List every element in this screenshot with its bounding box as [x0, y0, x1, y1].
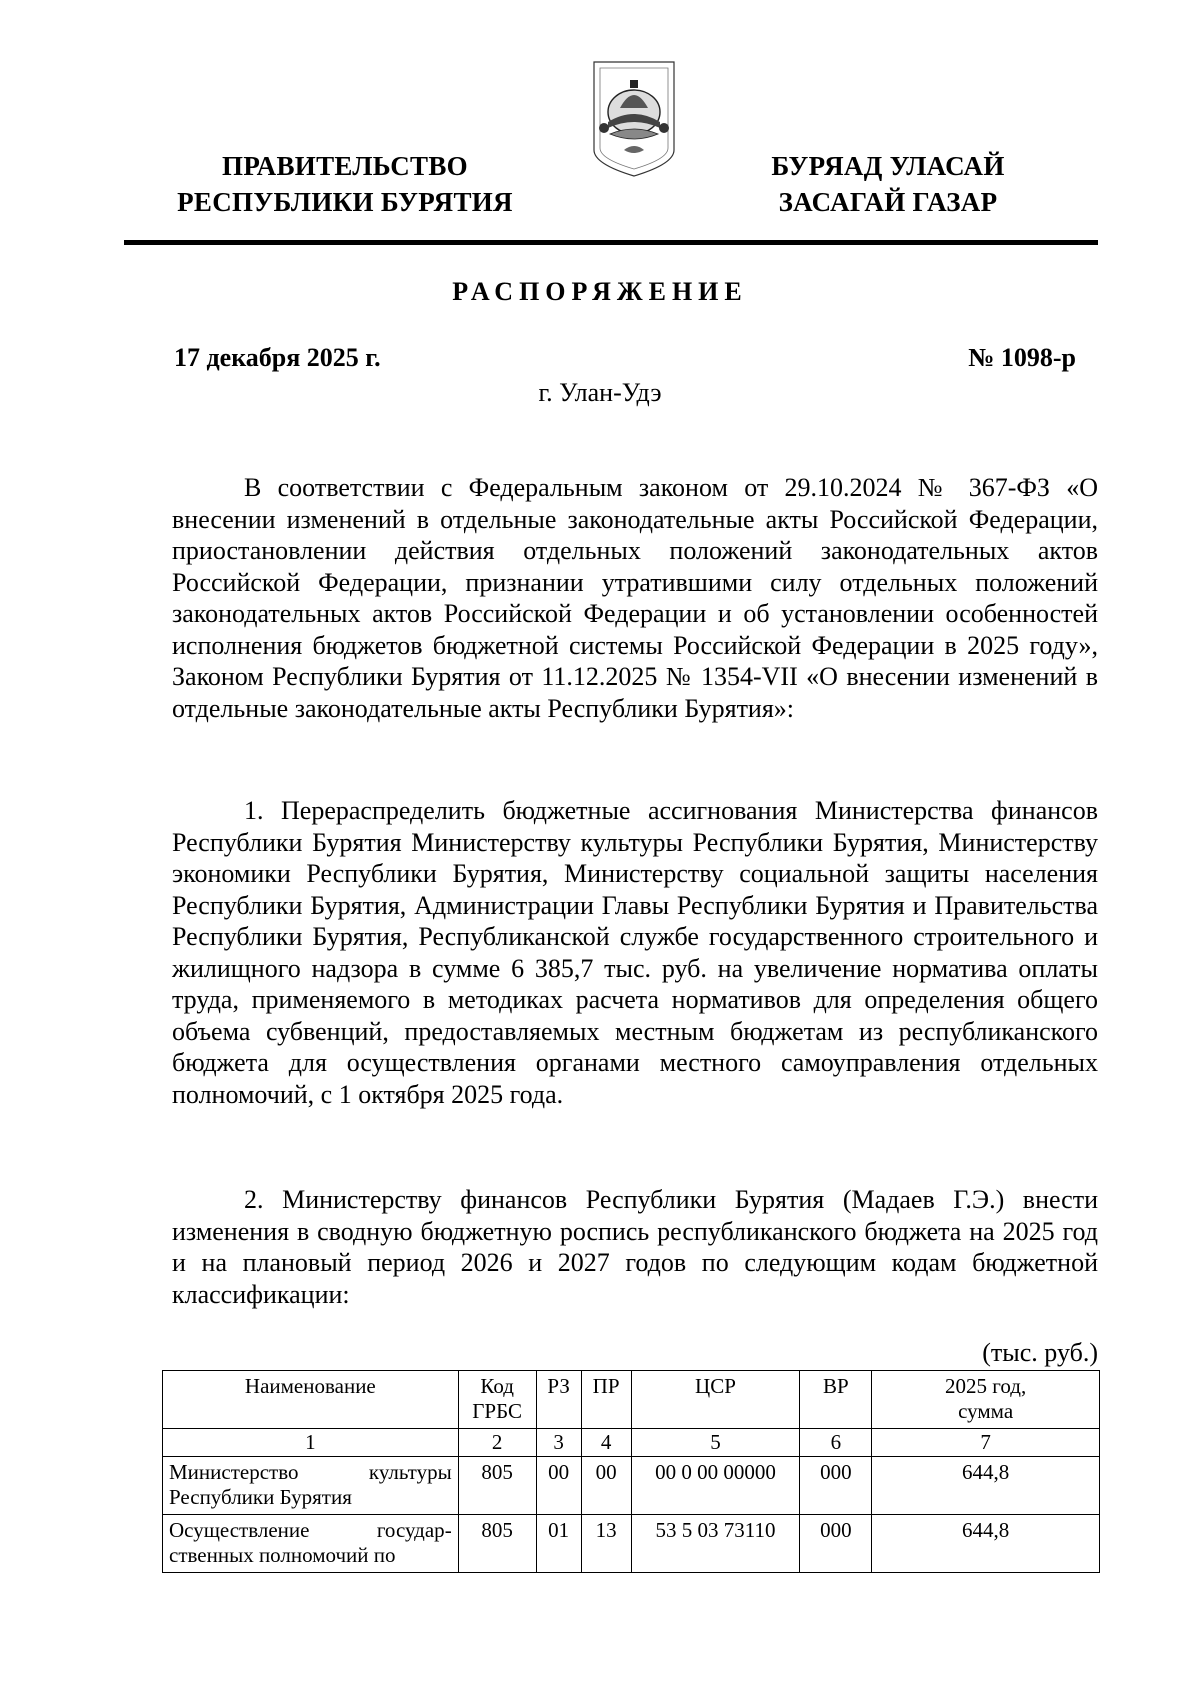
header-divider [124, 240, 1098, 245]
table-row [163, 1457, 1100, 1515]
table-index-row [163, 1429, 1100, 1457]
issuer-line-2: РЕСПУБЛИКИ БУРЯТИЯ [177, 187, 513, 217]
col-header-sum [872, 1371, 1100, 1429]
item-1-paragraph: 1. Перераспределить бюджетные ассигнования Министерства финансов Республики Бурятия Министерству культуры Республики Бурятия, Министерству экономики Республики Бурятия, Министерству социальной защиты населения Республики Бурятия, Администрации Главы Республики Бурятия и Правительства Республики Бурятия, Республиканской службе государственного строительного и жилищного надзора в сумме 6 385,7 тыс. руб. на увеличение норматива оплаты труда, применяемого в методиках расчета нормативов для определения общего объема субвенций, предоставляемых местным бюджетам из республиканского бюджета для осуществления органами местного самоуправления отдельных полномочий, с 1 октября 2025 года. [172, 796, 1098, 1109]
index-cell: 2 [458, 1429, 536, 1457]
table-header-row [163, 1371, 1100, 1429]
issuer-line-1-buryat: БУРЯАД УЛАСАЙ [771, 151, 1005, 181]
col-header-vr: ВР [800, 1371, 872, 1429]
col-header-grbs [458, 1371, 536, 1429]
index-cell: 1 [163, 1429, 459, 1457]
coat-of-arms-icon [590, 58, 678, 178]
issuer-line-2-buryat: ЗАСАГАЙ ГАЗАР [778, 187, 998, 217]
row-grbs-cell: 805 [458, 1457, 536, 1515]
col-header-name: Наименование [163, 1371, 459, 1429]
row-sum-cell: 644,8 [872, 1515, 1100, 1573]
row-pr-cell: 00 [581, 1457, 631, 1515]
col-header-grbs-line1: Код [480, 1374, 514, 1398]
row-rz-cell: 00 [536, 1457, 581, 1515]
col-header-sum-line2: сумма [958, 1399, 1014, 1423]
index-cell: 4 [581, 1429, 631, 1457]
preamble-paragraph: В соответствии с Федеральным законом от 29.10.2024 № 367-ФЗ «О внесении изменений в отдельные законодательные акты Российской Федерации, приостановлении действия отдельных положений законодательных актов Российской Федерации, признании утратившими силу отдельных положений законодательных актов Российской Федерации и об установлении особенностей исполнения бюджетов бюджетной системы Российской Федерации в 2025 году», Законом Республики Бурятия от 11.12.2025 № 1354-VII «О внесении изменений в отдельные законодательные акты Республики Бурятия»: [172, 473, 1098, 723]
row-csr-cell: 00 0 00 00000 [631, 1457, 800, 1515]
row-rz-cell: 01 [536, 1515, 581, 1573]
index-cell: 3 [536, 1429, 581, 1457]
item-2-paragraph: 2. Министерству финансов Республики Бурятия (Мадаев Г.Э.) внести изменения в сводную бюджетную роспись республиканского бюджета на 2025 год и на плановый период 2026 и 2027 годов по следующим кодам бюджетной классификации: [172, 1185, 1098, 1309]
row-name-cell: Осуществление государственных полномочий по [163, 1515, 459, 1573]
row-vr-cell: 000 [800, 1457, 872, 1515]
row-pr-cell: 13 [581, 1515, 631, 1573]
col-header-csr: ЦСР [631, 1371, 800, 1429]
document-date: 17 декабря 2025 г. [174, 343, 381, 372]
col-header-pr: ПР [581, 1371, 631, 1429]
budget-table [162, 1370, 1100, 1573]
col-header-rz: РЗ [536, 1371, 581, 1429]
col-header-sum-line1: 2025 год, [945, 1374, 1027, 1398]
issuer-name-russian [160, 148, 530, 220]
index-cell: 5 [631, 1429, 800, 1457]
table-units: (тыс. руб.) [982, 1338, 1098, 1367]
document-type: РАСПОРЯЖЕНИЕ [452, 277, 748, 306]
row-sum-cell: 644,8 [872, 1457, 1100, 1515]
row-name-cell: Министерство культуры Республики Бурятия [163, 1457, 459, 1515]
document-city: г. Улан-Удэ [538, 378, 662, 407]
index-cell: 7 [872, 1429, 1100, 1457]
row-vr-cell: 000 [800, 1515, 872, 1573]
issuer-name-buryat [738, 148, 1038, 220]
row-csr-cell: 53 5 03 73110 [631, 1515, 800, 1573]
table-row [163, 1515, 1100, 1573]
index-cell: 6 [800, 1429, 872, 1457]
document-number: № 1098-р [968, 343, 1076, 372]
issuer-line-1: ПРАВИТЕЛЬСТВО [222, 151, 468, 181]
row-grbs-cell: 805 [458, 1515, 536, 1573]
col-header-grbs-line2: ГРБС [472, 1399, 523, 1423]
